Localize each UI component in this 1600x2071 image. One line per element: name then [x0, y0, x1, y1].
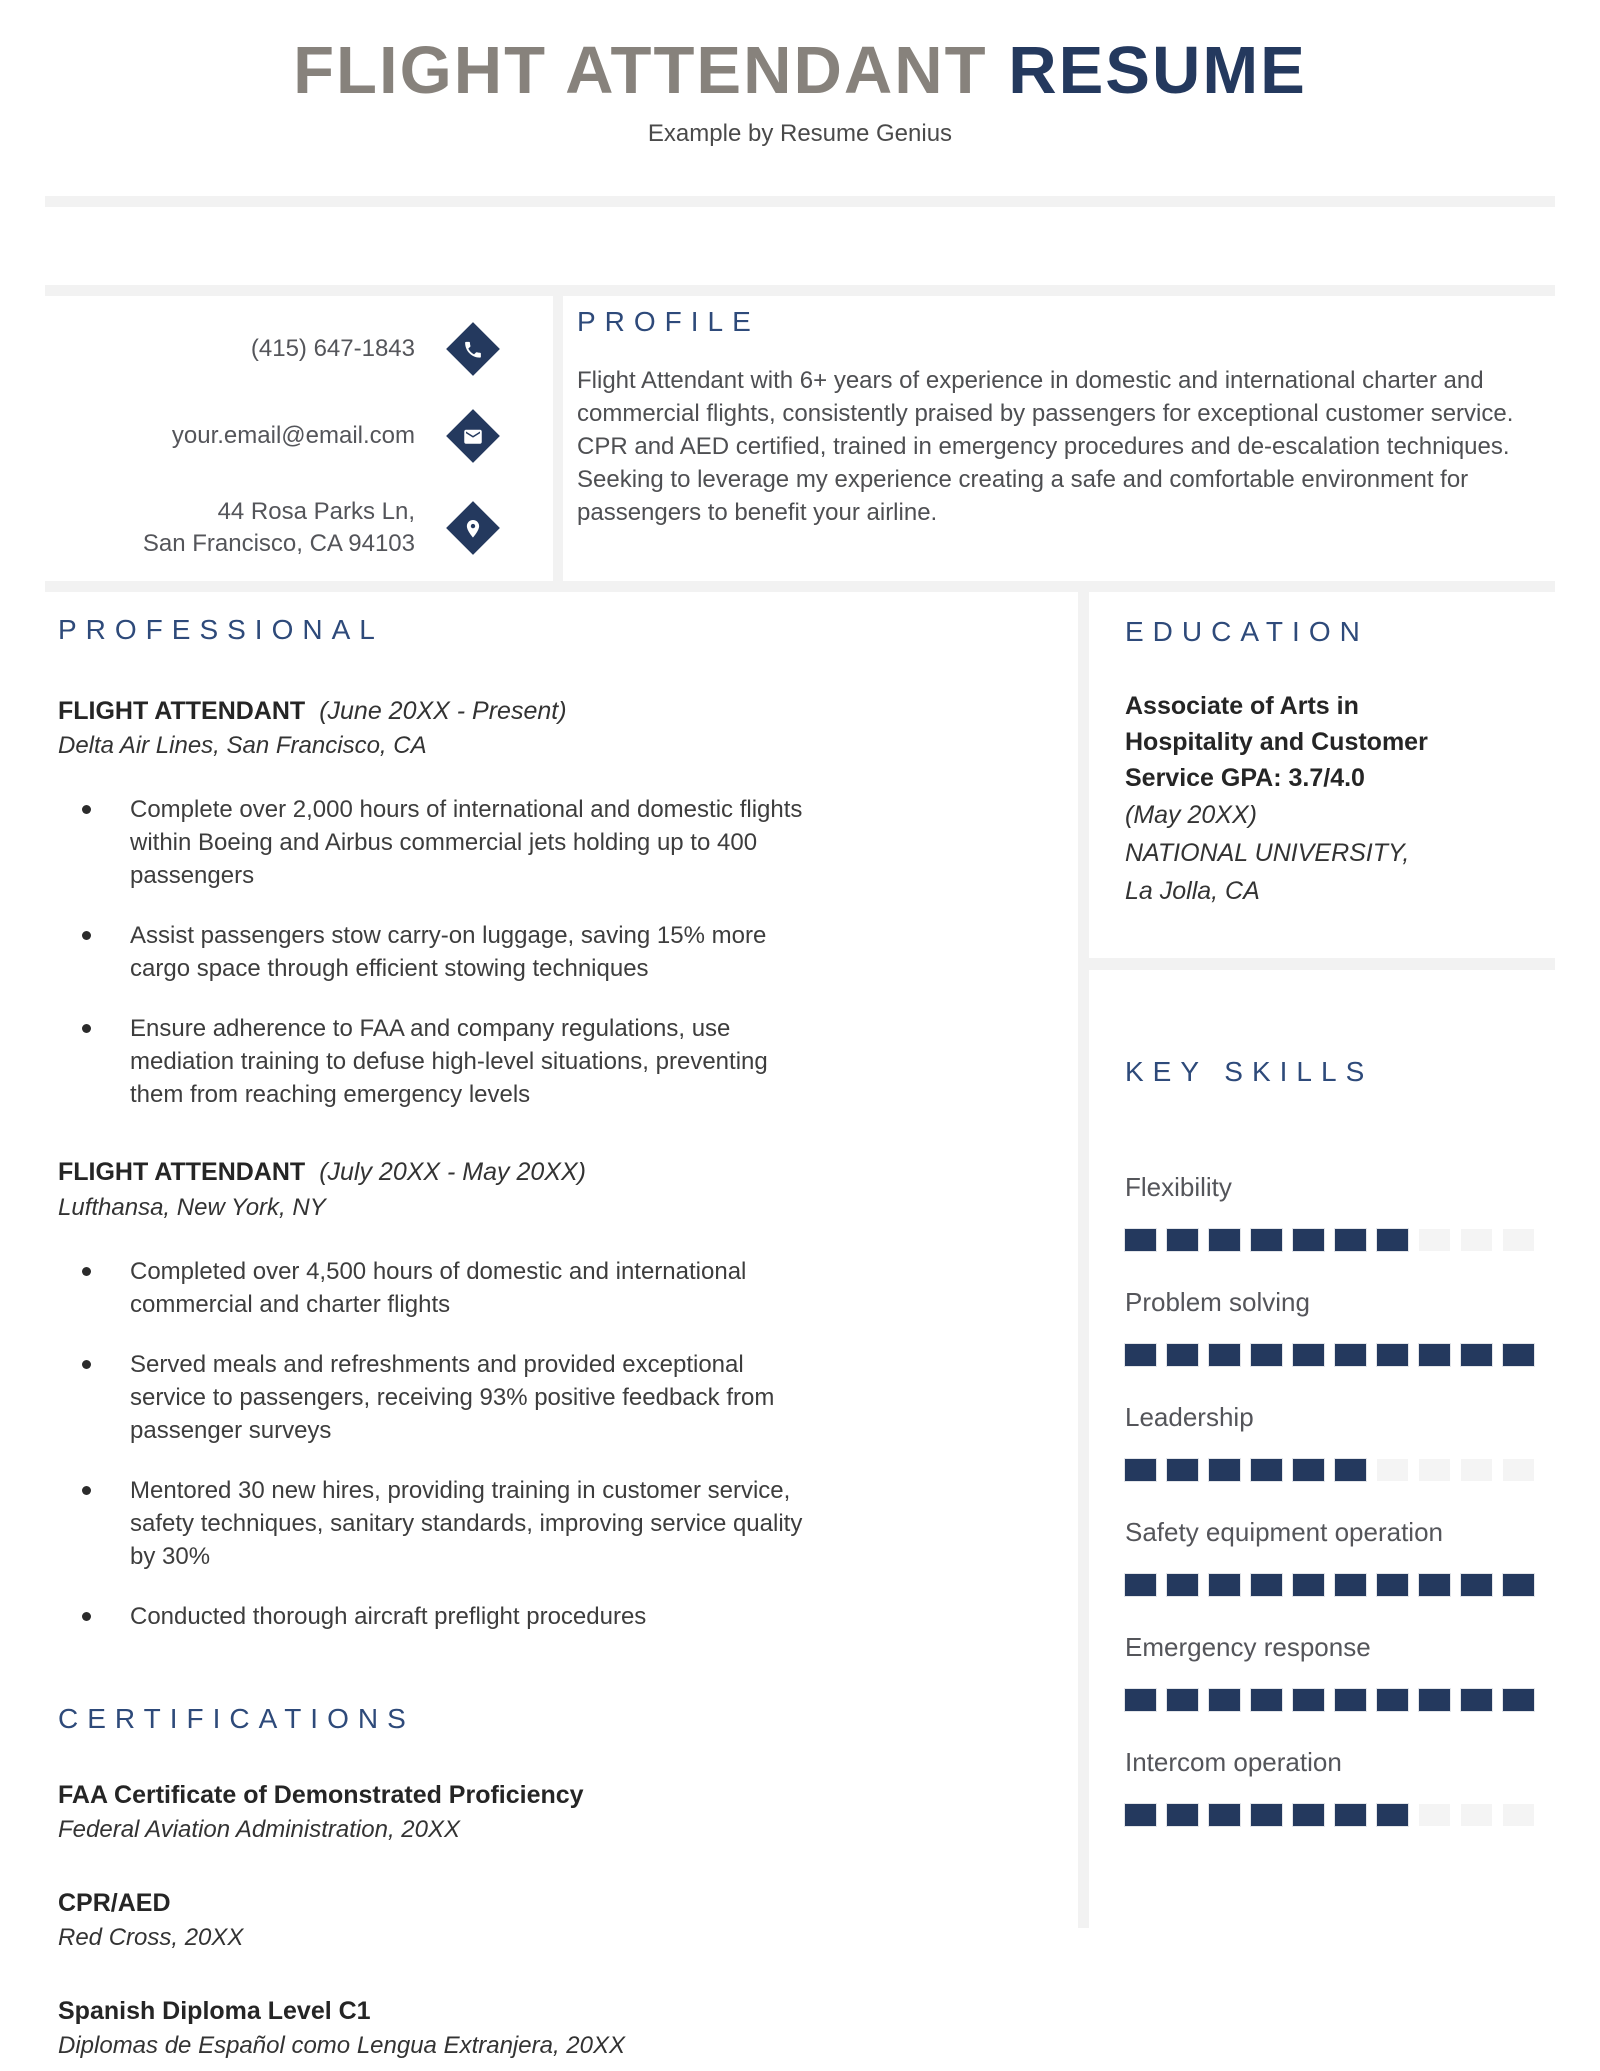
- bullet-icon: [82, 1024, 91, 1033]
- page-title: [0, 33, 1600, 108]
- skill-segment: [1251, 1804, 1282, 1826]
- job-company: Lufthansa, New York, NY: [58, 1193, 326, 1221]
- skill-segment: [1251, 1344, 1282, 1366]
- bullet-icon: [82, 1360, 91, 1369]
- skill-segment: [1503, 1344, 1534, 1366]
- band-top-bar: [45, 285, 1555, 296]
- mailing-address: [143, 496, 415, 561]
- contact-profile-section: [45, 285, 1555, 592]
- skill-segment: [1335, 1459, 1366, 1481]
- skill-segment: [1461, 1459, 1492, 1481]
- skill-segment: [1125, 1344, 1156, 1366]
- skill-segment: [1377, 1459, 1408, 1481]
- skill-segment: [1503, 1574, 1534, 1596]
- skill-segment: [1293, 1344, 1324, 1366]
- title-navy-part: RESUME: [1008, 33, 1307, 108]
- skill-segment: [1335, 1574, 1366, 1596]
- education-location: La Jolla, CA: [1125, 877, 1260, 905]
- certification-item: [58, 1889, 1048, 1952]
- certifications-list: [58, 1781, 1048, 2060]
- education-date: (May 20XX): [1125, 801, 1257, 829]
- job-title-line: [58, 696, 1048, 727]
- skill-bar: [1125, 1804, 1545, 1826]
- certifications-heading: CERTIFICATIONS: [58, 1702, 415, 1734]
- skill-segment: [1503, 1229, 1534, 1251]
- skill-segment: [1167, 1574, 1198, 1596]
- skill-segment: [1293, 1804, 1324, 1826]
- skill-segment: [1209, 1229, 1240, 1251]
- skill-segment: [1461, 1229, 1492, 1251]
- job-bullet: [58, 1255, 810, 1321]
- certification-name: CPR/AED: [58, 1888, 171, 1917]
- skill-segment: [1377, 1574, 1408, 1596]
- education-heading: EDUCATION: [1125, 616, 1369, 647]
- title-gray-part: FLIGHT ATTENDANT: [293, 33, 988, 108]
- job-title: FLIGHT ATTENDANT: [58, 697, 306, 725]
- job-entry: [58, 1157, 1048, 1632]
- email-icon-wrap: [446, 409, 500, 463]
- bullet-text: Complete over 2,000 hours of international and domestic flights within Boeing and Airbus commercial jets holding up to 400 passengers: [130, 796, 803, 890]
- contact-column: [45, 296, 553, 581]
- skill-row: [1125, 1747, 1545, 1826]
- skill-segment: [1167, 1804, 1198, 1826]
- job-bullet: [58, 1600, 810, 1633]
- bullet-icon: [82, 1486, 91, 1495]
- job-title: FLIGHT ATTENDANT: [58, 1158, 306, 1187]
- bullet-text: Served meals and refreshments and provided exceptional service to passengers, receiving 93% positive feedback from passenger surveys: [130, 1350, 775, 1444]
- skill-segment: [1251, 1229, 1282, 1251]
- skill-row: [1125, 1287, 1545, 1366]
- skill-row: [1125, 1632, 1545, 1711]
- education-degree: Associate of Arts in Hospitality and Customer Service GPA: 3.7/4.0: [1125, 692, 1428, 792]
- skill-segment: [1419, 1689, 1450, 1711]
- bullet-icon: [82, 1267, 91, 1276]
- certification-issuer: Red Cross, 20XX: [58, 1923, 244, 1951]
- band-body: [45, 296, 1555, 581]
- bullet-text: Conducted thorough aircraft preflight procedures: [130, 1602, 647, 1630]
- skill-segment: [1251, 1574, 1282, 1596]
- skill-segment: [1125, 1229, 1156, 1251]
- skill-bar: [1125, 1689, 1545, 1711]
- skill-bar: [1125, 1574, 1545, 1596]
- profile-heading: PROFILE: [577, 306, 760, 337]
- skill-label: Flexibility: [1125, 1172, 1232, 1202]
- skill-segment: [1125, 1689, 1156, 1711]
- bullet-text: Mentored 30 new hires, providing training in customer service, safety techniques, sanitary standards, improving service quality by 30%: [130, 1476, 803, 1570]
- skill-segment: [1251, 1689, 1282, 1711]
- contact-phone-row: [251, 322, 500, 376]
- job-bullet: [58, 793, 810, 892]
- skill-label: Problem solving: [1125, 1287, 1310, 1317]
- skill-segment: [1293, 1229, 1324, 1251]
- job-bullet: [58, 1012, 810, 1111]
- skill-segment: [1377, 1804, 1408, 1826]
- main-column: [58, 614, 1048, 2071]
- subtitle: Example by Resume Genius: [647, 120, 953, 148]
- job-title-line: [58, 1157, 1048, 1188]
- location-icon-wrap: [446, 501, 500, 555]
- location-icon: [446, 502, 500, 556]
- key-skills-heading: KEY SKILLS: [1125, 1056, 1374, 1087]
- job-bullets: [58, 793, 1048, 1111]
- skill-row: [1125, 1402, 1545, 1481]
- bullet-text: Completed over 4,500 hours of domestic and international commercial and charter flights: [130, 1257, 747, 1318]
- skill-segment: [1293, 1459, 1324, 1481]
- bullet-text: Assist passengers stow carry-on luggage, saving 15% more cargo space through efficient stowing techniques: [130, 922, 767, 983]
- sidebar-left-border: [1078, 586, 1089, 1928]
- skill-segment: [1377, 1689, 1408, 1711]
- email-icon: [446, 409, 500, 463]
- skill-bar: [1125, 1459, 1545, 1481]
- phone-icon-wrap: [446, 322, 500, 376]
- skill-row: [1125, 1517, 1545, 1596]
- skill-segment: [1167, 1229, 1198, 1251]
- skill-segment: [1377, 1344, 1408, 1366]
- skill-segment: [1209, 1459, 1240, 1481]
- profile-column: [563, 296, 1555, 581]
- skill-segment: [1251, 1459, 1282, 1481]
- education-section: [1125, 616, 1545, 910]
- email-address: your.email@email.com: [171, 421, 415, 449]
- skill-segment: [1209, 1344, 1240, 1366]
- skill-segment: [1167, 1344, 1198, 1366]
- job-bullet: [58, 919, 810, 985]
- skill-segment: [1461, 1689, 1492, 1711]
- skill-segment: [1419, 1344, 1450, 1366]
- skill-label: Leadership: [1125, 1402, 1254, 1432]
- skill-segment: [1461, 1574, 1492, 1596]
- header: [0, 33, 1600, 148]
- skill-segment: [1503, 1459, 1534, 1481]
- key-skills-section: [1125, 1056, 1545, 1862]
- skill-segment: [1125, 1804, 1156, 1826]
- skill-label: Intercom operation: [1125, 1747, 1342, 1777]
- skill-segment: [1503, 1689, 1534, 1711]
- skill-segment: [1125, 1574, 1156, 1596]
- skill-segment: [1125, 1459, 1156, 1481]
- skill-label: Emergency response: [1125, 1632, 1371, 1662]
- profile-text: Flight Attendant with 6+ years of experience in domestic and international charter and commercial flights, consistently praised by passengers for exceptional customer service. CPR and AED certified, trained in emergency procedures and de-escalation techniques. Seeking to leverage my experience creating a safe and comfortable environment for passengers to benefit your airline.: [577, 367, 1514, 526]
- certification-name: FAA Certificate of Demonstrated Proficiency: [58, 1780, 584, 1809]
- skill-segment: [1335, 1344, 1366, 1366]
- job-dates: (June 20XX - Present): [319, 697, 567, 725]
- certification-issuer: Federal Aviation Administration, 20XX: [58, 1815, 460, 1843]
- professional-heading: PROFESSIONAL: [58, 614, 384, 645]
- address-line-2: San Francisco, CA 94103: [142, 530, 415, 558]
- job-bullet: [58, 1348, 810, 1447]
- skill-segment: [1461, 1344, 1492, 1366]
- education-school: NATIONAL UNIVERSITY,: [1125, 839, 1410, 867]
- job-company: Delta Air Lines, San Francisco, CA: [58, 732, 427, 760]
- contact-profile-divider: [553, 296, 563, 581]
- skill-segment: [1209, 1804, 1240, 1826]
- skill-segment: [1293, 1574, 1324, 1596]
- contact-address-row: [143, 496, 500, 561]
- education-skills-divider: [1078, 958, 1555, 970]
- skill-row: [1125, 1172, 1545, 1251]
- bullet-icon: [82, 1612, 91, 1621]
- skill-segment: [1293, 1689, 1324, 1711]
- certification-name: Spanish Diploma Level C1: [58, 1996, 371, 2025]
- contact-email-row: [172, 409, 500, 463]
- bullet-icon: [82, 805, 91, 814]
- skill-segment: [1419, 1804, 1450, 1826]
- skill-bar: [1125, 1229, 1545, 1251]
- skill-segment: [1209, 1689, 1240, 1711]
- phone-number: (415) 647-1843: [250, 334, 415, 362]
- phone-icon: [446, 322, 500, 376]
- job-bullet: [58, 1474, 810, 1573]
- job-dates: (July 20XX - May 20XX): [319, 1158, 586, 1187]
- certification-issuer: Diplomas de Español como Lengua Extranjera, 20XX: [58, 2031, 625, 2059]
- job-entry: [58, 696, 1048, 1111]
- skill-segment: [1167, 1689, 1198, 1711]
- skill-segment: [1419, 1459, 1450, 1481]
- job-bullets: [58, 1255, 1048, 1633]
- skill-segment: [1335, 1229, 1366, 1251]
- certification-item: [58, 1997, 1048, 2060]
- skill-segment: [1335, 1689, 1366, 1711]
- skill-segment: [1167, 1459, 1198, 1481]
- skill-segment: [1335, 1804, 1366, 1826]
- certification-item: [58, 1781, 1048, 1844]
- skill-bar: [1125, 1344, 1545, 1366]
- skill-segment: [1377, 1229, 1408, 1251]
- skill-segment: [1419, 1574, 1450, 1596]
- skill-label: Safety equipment operation: [1125, 1517, 1443, 1547]
- skill-segment: [1419, 1229, 1450, 1251]
- bullet-text: Ensure adherence to FAA and company regulations, use mediation training to defuse high-level situations, preventing them from reaching emergency levels: [130, 1015, 768, 1109]
- header-divider-bar: [45, 196, 1555, 207]
- address-line-1: 44 Rosa Parks Ln,: [217, 498, 415, 525]
- skill-segment: [1209, 1574, 1240, 1596]
- skills-list: [1125, 1172, 1545, 1826]
- skill-segment: [1461, 1804, 1492, 1826]
- sidebar-column: [1078, 586, 1555, 1942]
- jobs-list: [58, 696, 1048, 1633]
- bullet-icon: [82, 931, 91, 940]
- skill-segment: [1503, 1804, 1534, 1826]
